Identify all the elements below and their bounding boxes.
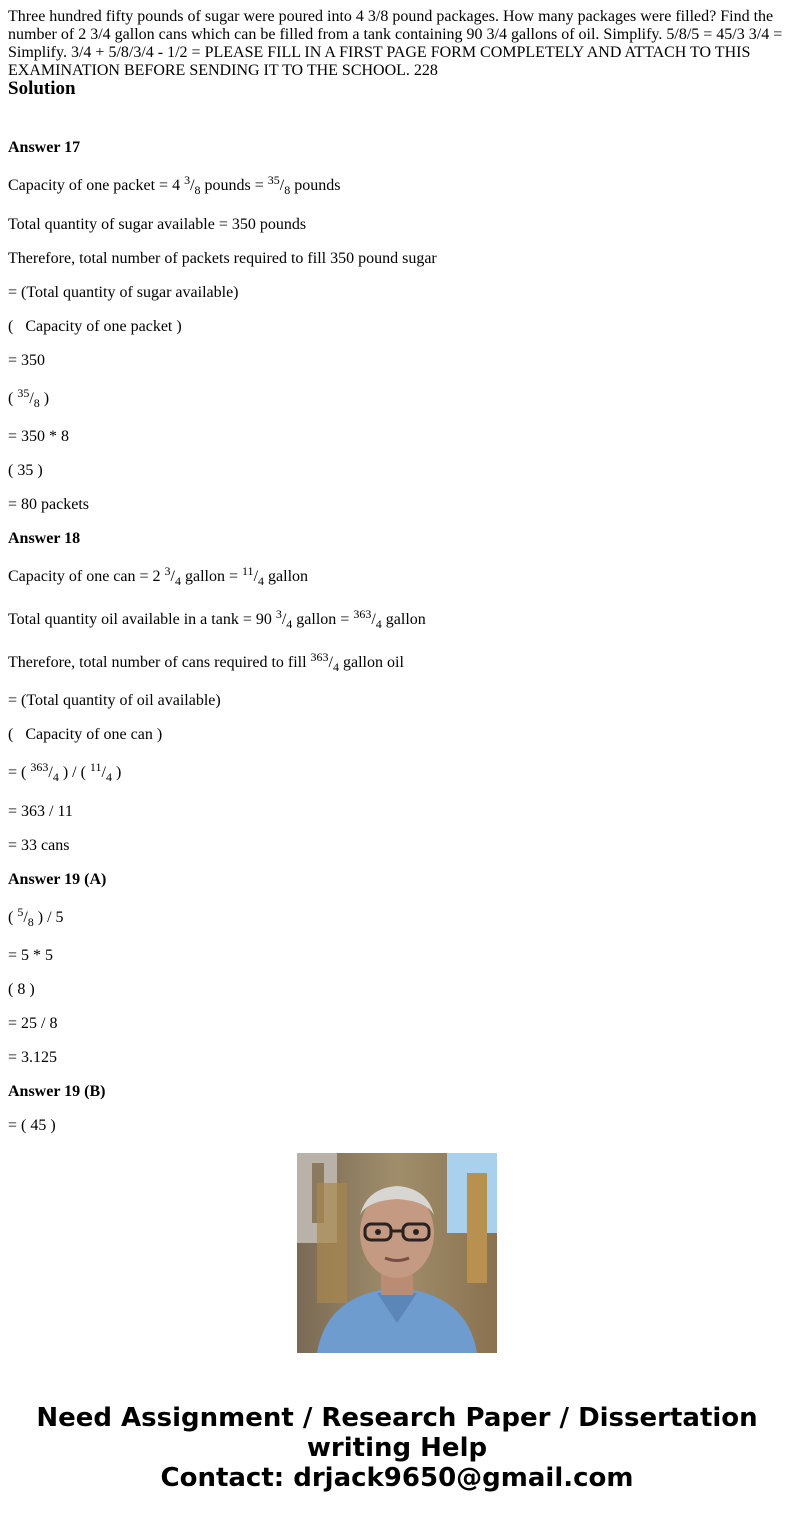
answer-19b-line-1: = ( 45 ): [8, 1117, 56, 1134]
answer-19a-line-5: = 3.125: [8, 1049, 58, 1066]
answer-18-line-3: Therefore, total number of cans required to fill $^{363}/_4$ gallon oil: [8, 650, 404, 674]
answer-17-line-2: Total quantity of sugar available = 350 pounds: [8, 216, 307, 233]
answer-18-line-4: = (Total quantity of oil available): [8, 692, 221, 709]
answer-18-line-5: ( Capacity of one can ): [8, 726, 163, 743]
answer-17-heading: Answer 17: [8, 139, 81, 156]
answer-18-line-2: Total quantity oil available in a tank = 90 $^3/_4$ gallon = $^{363}/_4$ gallon: [8, 607, 426, 631]
answer-17-line-10: = 80 packets: [8, 496, 89, 513]
answer-17-line-4: = (Total quantity of sugar available): [8, 284, 239, 301]
answer-19a-line-3: ( 8 ): [8, 981, 35, 998]
answer-17-line-8: = 350 * 8: [8, 428, 70, 445]
answer-17-line-9: ( 35 ): [8, 462, 43, 479]
question-text: Three hundred fifty pounds of sugar were poured into 4 3/8 pound packages. How many packages were filled? Find the number of 2 3/4 gallon cans which can be filled from a tank containing 90 3/4 gallons of oil. Simplify. 5/8/5 = 45/3 3/4 = Simplify. 3/4 + 5/8/3/4 - 1/2 = PLEASE FILL IN A FIRST PAGE FORM COMPLETELY AND ATTACH TO THIS EXAMINATION BEFORE SENDING IT TO THE SCHOOL. 228: [8, 8, 783, 79]
answer-17-line-5: ( Capacity of one packet ): [8, 318, 182, 335]
tutor-portrait-image: [297, 1153, 497, 1353]
answer-19b-heading: Answer 19 (B): [8, 1083, 106, 1100]
answer-17-line-1: Capacity of one packet = 4 $^3/_8$ pounds = $^{35}/_8$ pounds: [8, 173, 341, 197]
promo-line-1: Need Assignment / Research Paper / Dissertation: [36, 1403, 758, 1433]
document-body: [8, 0, 786, 1134]
answer-18-line-6: = ( $^{363}/_4$ ) / ( $^{11}/_4$ ): [8, 760, 122, 784]
answer-19a-heading: Answer 19 (A): [8, 871, 107, 888]
solution-heading: Solution: [8, 78, 76, 99]
answer-18-line-1: Capacity of one can = 2 $^3/_4$ gallon = $^{11}/_4$ gallon: [8, 564, 309, 588]
promo-contact: Contact: drjack9650@gmail.com: [160, 1463, 634, 1493]
answer-19a-line-2: = 5 * 5: [8, 947, 54, 964]
tutor-avatar: [297, 1153, 497, 1353]
answer-17-line-7: ( $^{35}/_8$ ): [8, 386, 50, 410]
answer-19a-line-1: ( $^5/_8$ ) / 5: [8, 905, 64, 929]
answer-18-heading: Answer 18: [8, 530, 81, 547]
answer-17-line-6: = 350: [8, 352, 46, 369]
answer-17-line-3: Therefore, total number of packets required to fill 350 pound sugar: [8, 250, 437, 267]
promo-line-2: writing Help: [306, 1433, 488, 1463]
promo-banner: [0, 1403, 794, 1493]
answer-18-line-8: = 33 cans: [8, 837, 70, 854]
answer-19a-line-4: = 25 / 8: [8, 1015, 58, 1032]
answer-18-line-7: = 363 / 11: [8, 803, 73, 820]
